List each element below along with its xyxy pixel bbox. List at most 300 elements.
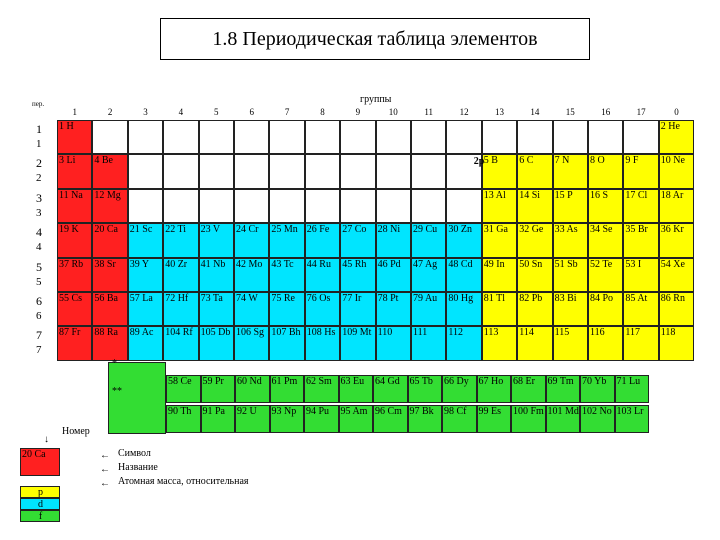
element-cell xyxy=(623,292,658,326)
element-cell xyxy=(199,292,234,326)
element-cell xyxy=(163,258,198,292)
group-number: 13 xyxy=(494,107,504,117)
element-cell xyxy=(411,223,446,257)
element-symbol: 118 xyxy=(660,327,676,339)
lanthanide-cell xyxy=(546,375,581,403)
element-cell xyxy=(340,326,375,360)
element-cell xyxy=(305,326,340,360)
element-symbol: 52 Te xyxy=(590,258,613,270)
element-symbol: 15 P xyxy=(554,189,573,201)
element-symbol: 102 No xyxy=(582,406,612,417)
element-symbol: 92 U xyxy=(237,406,257,417)
empty-cell xyxy=(376,154,411,188)
element-cell xyxy=(553,258,588,292)
element-cell xyxy=(553,292,588,326)
element-symbol: 35 Br xyxy=(625,224,648,236)
actinide-cell xyxy=(615,405,650,433)
period-number: 4 xyxy=(36,225,42,240)
element-cell xyxy=(553,326,588,360)
element-symbol: 34 Se xyxy=(590,224,613,236)
empty-cell xyxy=(446,120,481,154)
empty-cell xyxy=(340,120,375,154)
element-symbol: 31 Ga xyxy=(483,224,508,236)
element-symbol: 58 Ce xyxy=(168,376,192,387)
group-number: 16 xyxy=(601,107,611,117)
element-cell xyxy=(446,223,481,257)
element-symbol: 112 xyxy=(448,327,464,339)
element-symbol: 104 Rf xyxy=(165,327,193,339)
group-number: 11 xyxy=(424,107,434,117)
element-cell xyxy=(163,326,198,360)
empty-cell xyxy=(269,189,304,223)
empty-cell xyxy=(376,189,411,223)
group-number: 0 xyxy=(674,107,679,117)
element-cell xyxy=(376,326,411,360)
period-number: 2 xyxy=(36,156,42,171)
element-cell xyxy=(659,326,694,360)
period-number: 7 xyxy=(36,328,42,343)
element-symbol: 50 Sn xyxy=(519,258,543,270)
element-symbol: 63 Eu xyxy=(340,376,365,387)
element-cell xyxy=(482,258,517,292)
element-cell xyxy=(623,154,658,188)
element-symbol: 5 B xyxy=(483,155,498,167)
empty-cell xyxy=(305,189,340,223)
legend-sample-symbol: 20 Ca xyxy=(22,449,46,460)
element-symbol: 105 Db xyxy=(200,327,231,339)
element-cell xyxy=(623,189,658,223)
element-symbol: 48 Cd xyxy=(448,258,473,270)
period-label: пер. xyxy=(32,100,45,108)
element-cell xyxy=(305,223,340,257)
lanthanide-cell xyxy=(235,375,270,403)
group-number: 7 xyxy=(284,107,290,117)
element-symbol: 68 Er xyxy=(513,376,535,387)
group-number: 10 xyxy=(388,107,398,117)
element-cell xyxy=(553,223,588,257)
element-symbol: 53 I xyxy=(625,258,642,270)
element-cell xyxy=(411,258,446,292)
element-symbol: 26 Fe xyxy=(306,224,330,236)
actinide-cell xyxy=(339,405,374,433)
empty-cell xyxy=(340,189,375,223)
element-cell xyxy=(588,258,623,292)
lanthanide-cell xyxy=(373,375,408,403)
element-symbol: 13 Al xyxy=(483,189,506,201)
element-cell xyxy=(92,258,127,292)
element-symbol: 114 xyxy=(519,327,534,339)
element-symbol: 67 Ho xyxy=(478,376,504,387)
empty-cell xyxy=(376,120,411,154)
element-symbol: 33 As xyxy=(554,224,578,236)
element-symbol: 28 Ni xyxy=(377,224,401,236)
element-symbol: 79 Au xyxy=(413,293,438,304)
element-cell xyxy=(57,189,92,223)
empty-cell xyxy=(199,189,234,223)
element-cell xyxy=(482,154,517,188)
element-cell xyxy=(659,189,694,223)
actinide-marker: ** xyxy=(112,386,122,397)
element-symbol: 98 Cf xyxy=(444,406,467,417)
element-cell xyxy=(659,292,694,326)
element-cell xyxy=(553,154,588,188)
empty-cell xyxy=(92,120,127,154)
element-cell xyxy=(482,189,517,223)
group-number: 9 xyxy=(355,107,361,117)
empty-cell xyxy=(128,189,163,223)
empty-cell xyxy=(128,120,163,154)
empty-cell xyxy=(234,120,269,154)
empty-cell xyxy=(588,120,623,154)
element-cell xyxy=(57,258,92,292)
group-number: 17 xyxy=(636,107,646,117)
element-symbol: 89 Ac xyxy=(129,327,154,339)
legend-number-label: Номер xyxy=(62,426,90,437)
element-symbol: 75 Re xyxy=(271,293,295,304)
element-symbol: 71 Lu xyxy=(616,376,641,387)
element-symbol: 109 Mt xyxy=(342,327,372,339)
arrow-down-icon: ↓ xyxy=(44,434,49,445)
group-number: 2 xyxy=(107,107,113,117)
empty-cell xyxy=(482,120,517,154)
element-cell xyxy=(588,154,623,188)
element-symbol: 69 Tm xyxy=(547,376,574,387)
element-cell xyxy=(340,223,375,257)
empty-cell xyxy=(340,154,375,188)
arrow-icon: ← xyxy=(100,450,110,461)
element-cell xyxy=(199,258,234,292)
element-symbol: 37 Rb xyxy=(59,258,84,270)
element-cell xyxy=(659,120,694,154)
element-symbol: 108 Hs xyxy=(306,327,336,339)
element-symbol: 46 Pd xyxy=(377,258,401,270)
group-number: 14 xyxy=(530,107,540,117)
shell-number: 6 xyxy=(36,310,42,322)
element-cell xyxy=(269,258,304,292)
lanthanide-cell xyxy=(477,375,512,403)
period-number: 5 xyxy=(36,259,42,274)
actinide-cell xyxy=(580,405,615,433)
element-cell xyxy=(163,292,198,326)
element-symbol: 45 Rh xyxy=(342,258,367,270)
empty-cell xyxy=(269,154,304,188)
empty-cell xyxy=(623,120,658,154)
element-symbol: 9 F xyxy=(625,155,639,167)
element-symbol: 97 Bk xyxy=(409,406,434,417)
element-cell xyxy=(553,189,588,223)
period-number: 1 xyxy=(36,122,42,136)
element-symbol: 60 Nd xyxy=(237,376,262,387)
element-cell xyxy=(659,258,694,292)
element-symbol: 19 K xyxy=(59,224,79,236)
shell-number: 1 xyxy=(36,138,42,150)
lanthanide-marker: * xyxy=(112,358,117,369)
element-cell xyxy=(659,154,694,188)
period-number: 3 xyxy=(36,190,42,205)
element-symbol: 56 Ba xyxy=(94,293,118,304)
empty-cell xyxy=(517,120,552,154)
element-cell xyxy=(376,292,411,326)
element-cell xyxy=(623,223,658,257)
element-symbol: 51 Sb xyxy=(554,258,578,270)
empty-cell xyxy=(199,154,234,188)
legend-f-swatch: f xyxy=(20,510,60,522)
element-cell xyxy=(411,326,446,360)
lanthanide-cell xyxy=(339,375,374,403)
element-symbol: 2 He xyxy=(660,121,680,132)
element-symbol: 54 Xe xyxy=(660,258,685,270)
lanthanide-cell xyxy=(166,375,201,403)
groups-label: группы xyxy=(360,94,392,105)
element-symbol: 30 Zn xyxy=(448,224,472,236)
element-symbol: 107 Bh xyxy=(271,327,301,339)
element-symbol: 100 Fm xyxy=(513,406,544,417)
arrow-icon: ← xyxy=(100,464,110,475)
element-cell xyxy=(57,120,92,154)
element-symbol: 65 Tb xyxy=(409,376,433,387)
element-symbol: 86 Rn xyxy=(660,293,685,304)
element-symbol: 111 xyxy=(413,327,428,339)
element-cell xyxy=(269,326,304,360)
empty-cell xyxy=(411,154,446,188)
element-cell xyxy=(588,292,623,326)
element-symbol: 113 xyxy=(483,327,499,339)
element-symbol: 24 Cr xyxy=(236,224,259,236)
actinide-cell xyxy=(166,405,201,433)
element-symbol: 77 Ir xyxy=(342,293,362,304)
element-symbol: 21 Sc xyxy=(129,224,153,236)
empty-cell xyxy=(128,154,163,188)
element-symbol: 14 Si xyxy=(519,189,541,201)
element-symbol: 49 In xyxy=(483,258,505,270)
element-cell xyxy=(340,258,375,292)
element-cell xyxy=(269,292,304,326)
shell-number: 7 xyxy=(36,344,42,357)
element-symbol: 115 xyxy=(554,327,570,339)
element-symbol: 83 Bi xyxy=(554,293,577,304)
actinide-cell xyxy=(477,405,512,433)
lanthanide-cell xyxy=(270,375,305,403)
element-cell xyxy=(340,292,375,326)
element-cell xyxy=(57,292,92,326)
element-cell xyxy=(446,292,481,326)
empty-cell xyxy=(199,120,234,154)
element-symbol: 1 H xyxy=(59,121,74,132)
element-symbol: 18 Ar xyxy=(660,189,684,201)
empty-cell xyxy=(411,120,446,154)
legend-symbol-label: Символ xyxy=(118,448,151,459)
element-cell xyxy=(376,223,411,257)
element-symbol: 23 V xyxy=(200,224,221,236)
element-cell xyxy=(588,326,623,360)
empty-cell xyxy=(446,189,481,223)
element-symbol: 90 Th xyxy=(168,406,192,417)
element-symbol: 3 Li xyxy=(59,155,76,167)
period-number: 6 xyxy=(36,294,42,308)
element-symbol: 94 Pu xyxy=(306,406,330,417)
element-symbol: 95 Am xyxy=(340,406,368,417)
element-cell xyxy=(57,223,92,257)
group-number: 12 xyxy=(459,107,469,117)
element-symbol: 66 Dy xyxy=(444,376,469,387)
legend-name-label: Название xyxy=(118,462,158,473)
element-symbol: 76 Os xyxy=(306,293,331,304)
element-cell xyxy=(92,326,127,360)
actinide-cell xyxy=(546,405,581,433)
lanthanide-cell xyxy=(615,375,650,403)
element-cell xyxy=(234,223,269,257)
element-cell xyxy=(517,189,552,223)
element-cell xyxy=(269,223,304,257)
element-symbol: 44 Ru xyxy=(306,258,331,270)
group-number: 1 xyxy=(72,107,77,117)
element-symbol: 38 Sr xyxy=(94,258,116,270)
actinide-cell xyxy=(511,405,546,433)
element-symbol: 59 Pr xyxy=(202,376,224,387)
element-symbol: 42 Mo xyxy=(236,258,263,270)
element-symbol: 11 Na xyxy=(59,189,83,201)
shell-number: 5 xyxy=(36,275,42,288)
element-cell xyxy=(57,154,92,188)
element-symbol: 22 Ti xyxy=(165,224,187,236)
element-cell xyxy=(234,326,269,360)
element-cell xyxy=(482,292,517,326)
element-cell xyxy=(376,258,411,292)
element-symbol: 47 Ag xyxy=(413,258,438,270)
element-cell xyxy=(623,258,658,292)
element-cell xyxy=(411,292,446,326)
element-cell xyxy=(57,326,92,360)
element-symbol: 72 Hf xyxy=(165,293,189,304)
empty-cell xyxy=(234,154,269,188)
element-symbol: 17 Cl xyxy=(625,189,648,201)
element-symbol: 32 Ge xyxy=(519,224,544,236)
group-number: 4 xyxy=(178,107,184,117)
element-cell xyxy=(446,326,481,360)
element-cell xyxy=(482,326,517,360)
legend-mass-label: Атомная масса, относительная xyxy=(118,476,249,487)
empty-cell xyxy=(305,120,340,154)
legend-d-swatch: d xyxy=(20,498,60,510)
empty-cell xyxy=(305,154,340,188)
element-cell xyxy=(517,223,552,257)
empty-cell xyxy=(411,189,446,223)
element-cell xyxy=(92,292,127,326)
element-symbol: 106 Sg xyxy=(236,327,265,339)
element-cell xyxy=(623,326,658,360)
element-symbol: 57 La xyxy=(129,293,153,304)
page-title: 1.8 Периодическая таблица элементов xyxy=(160,18,590,60)
element-symbol: 8 O xyxy=(590,155,605,167)
lanthanide-cell xyxy=(511,375,546,403)
element-cell xyxy=(305,258,340,292)
actinide-cell xyxy=(373,405,408,433)
element-cell xyxy=(517,326,552,360)
element-symbol: 62 Sm xyxy=(306,376,332,387)
element-symbol: 61 Pm xyxy=(271,376,298,387)
shell-number: 2 xyxy=(36,172,42,185)
legend-p-swatch: p xyxy=(20,486,60,498)
group-number: 8 xyxy=(320,107,325,117)
element-cell xyxy=(163,223,198,257)
element-cell xyxy=(446,258,481,292)
element-symbol: 93 Np xyxy=(271,406,297,417)
element-symbol: 73 Ta xyxy=(200,293,223,304)
element-symbol: 43 Tc xyxy=(271,258,294,270)
element-symbol: 84 Po xyxy=(590,293,614,304)
element-symbol: 55 Cs xyxy=(59,293,83,304)
element-symbol: 70 Yb xyxy=(582,376,607,387)
element-cell xyxy=(128,223,163,257)
element-symbol: 25 Mn xyxy=(271,224,298,236)
element-cell xyxy=(92,189,127,223)
actinide-cell xyxy=(304,405,339,433)
actinide-cell xyxy=(235,405,270,433)
element-symbol: 29 Cu xyxy=(413,224,438,236)
element-cell xyxy=(234,292,269,326)
lanthanide-cell xyxy=(304,375,339,403)
element-symbol: 80 Hg xyxy=(448,293,474,304)
shell-number: 3 xyxy=(36,206,42,219)
lanthanide-cell xyxy=(580,375,615,403)
element-cell xyxy=(588,223,623,257)
element-symbol: 87 Fr xyxy=(59,327,81,339)
element-symbol: 64 Gd xyxy=(375,376,400,387)
empty-cell xyxy=(163,154,198,188)
group-number: 15 xyxy=(565,107,575,117)
group-number: 3 xyxy=(143,107,148,117)
actinide-cell xyxy=(442,405,477,433)
legend-sample-cell xyxy=(20,448,60,476)
element-cell xyxy=(305,292,340,326)
element-symbol: 40 Zr xyxy=(165,258,188,270)
lanthanide-cell xyxy=(408,375,443,403)
element-cell xyxy=(128,326,163,360)
empty-cell xyxy=(553,120,588,154)
element-cell xyxy=(199,326,234,360)
element-symbol: 6 C xyxy=(519,155,534,167)
element-symbol: 4 Be xyxy=(94,155,113,167)
lanthanide-cell xyxy=(442,375,477,403)
group-number: 6 xyxy=(249,107,254,117)
element-symbol: 91 Pa xyxy=(202,406,225,417)
element-cell xyxy=(517,292,552,326)
actinide-cell xyxy=(270,405,305,433)
empty-cell xyxy=(163,189,198,223)
empty-cell xyxy=(269,120,304,154)
element-symbol: 99 Es xyxy=(478,406,501,417)
element-symbol: 27 Co xyxy=(342,224,367,236)
element-symbol: 7 N xyxy=(554,155,570,167)
element-symbol: 101 Md xyxy=(547,406,579,417)
arrow-icon: ← xyxy=(100,478,110,489)
group-number: 5 xyxy=(214,107,219,117)
element-cell xyxy=(92,223,127,257)
element-symbol: 78 Pt xyxy=(377,293,399,304)
element-cell xyxy=(659,223,694,257)
element-cell xyxy=(199,223,234,257)
actinide-cell xyxy=(408,405,443,433)
element-cell xyxy=(588,189,623,223)
empty-cell xyxy=(163,120,198,154)
element-symbol: 20 Ca xyxy=(94,224,118,236)
element-symbol: 82 Pb xyxy=(519,293,543,304)
element-cell xyxy=(92,154,127,188)
element-symbol: 103 Lr xyxy=(616,406,644,417)
element-cell xyxy=(517,154,552,188)
element-symbol: 85 At xyxy=(625,293,648,304)
p-block-label: 2p xyxy=(473,156,485,168)
